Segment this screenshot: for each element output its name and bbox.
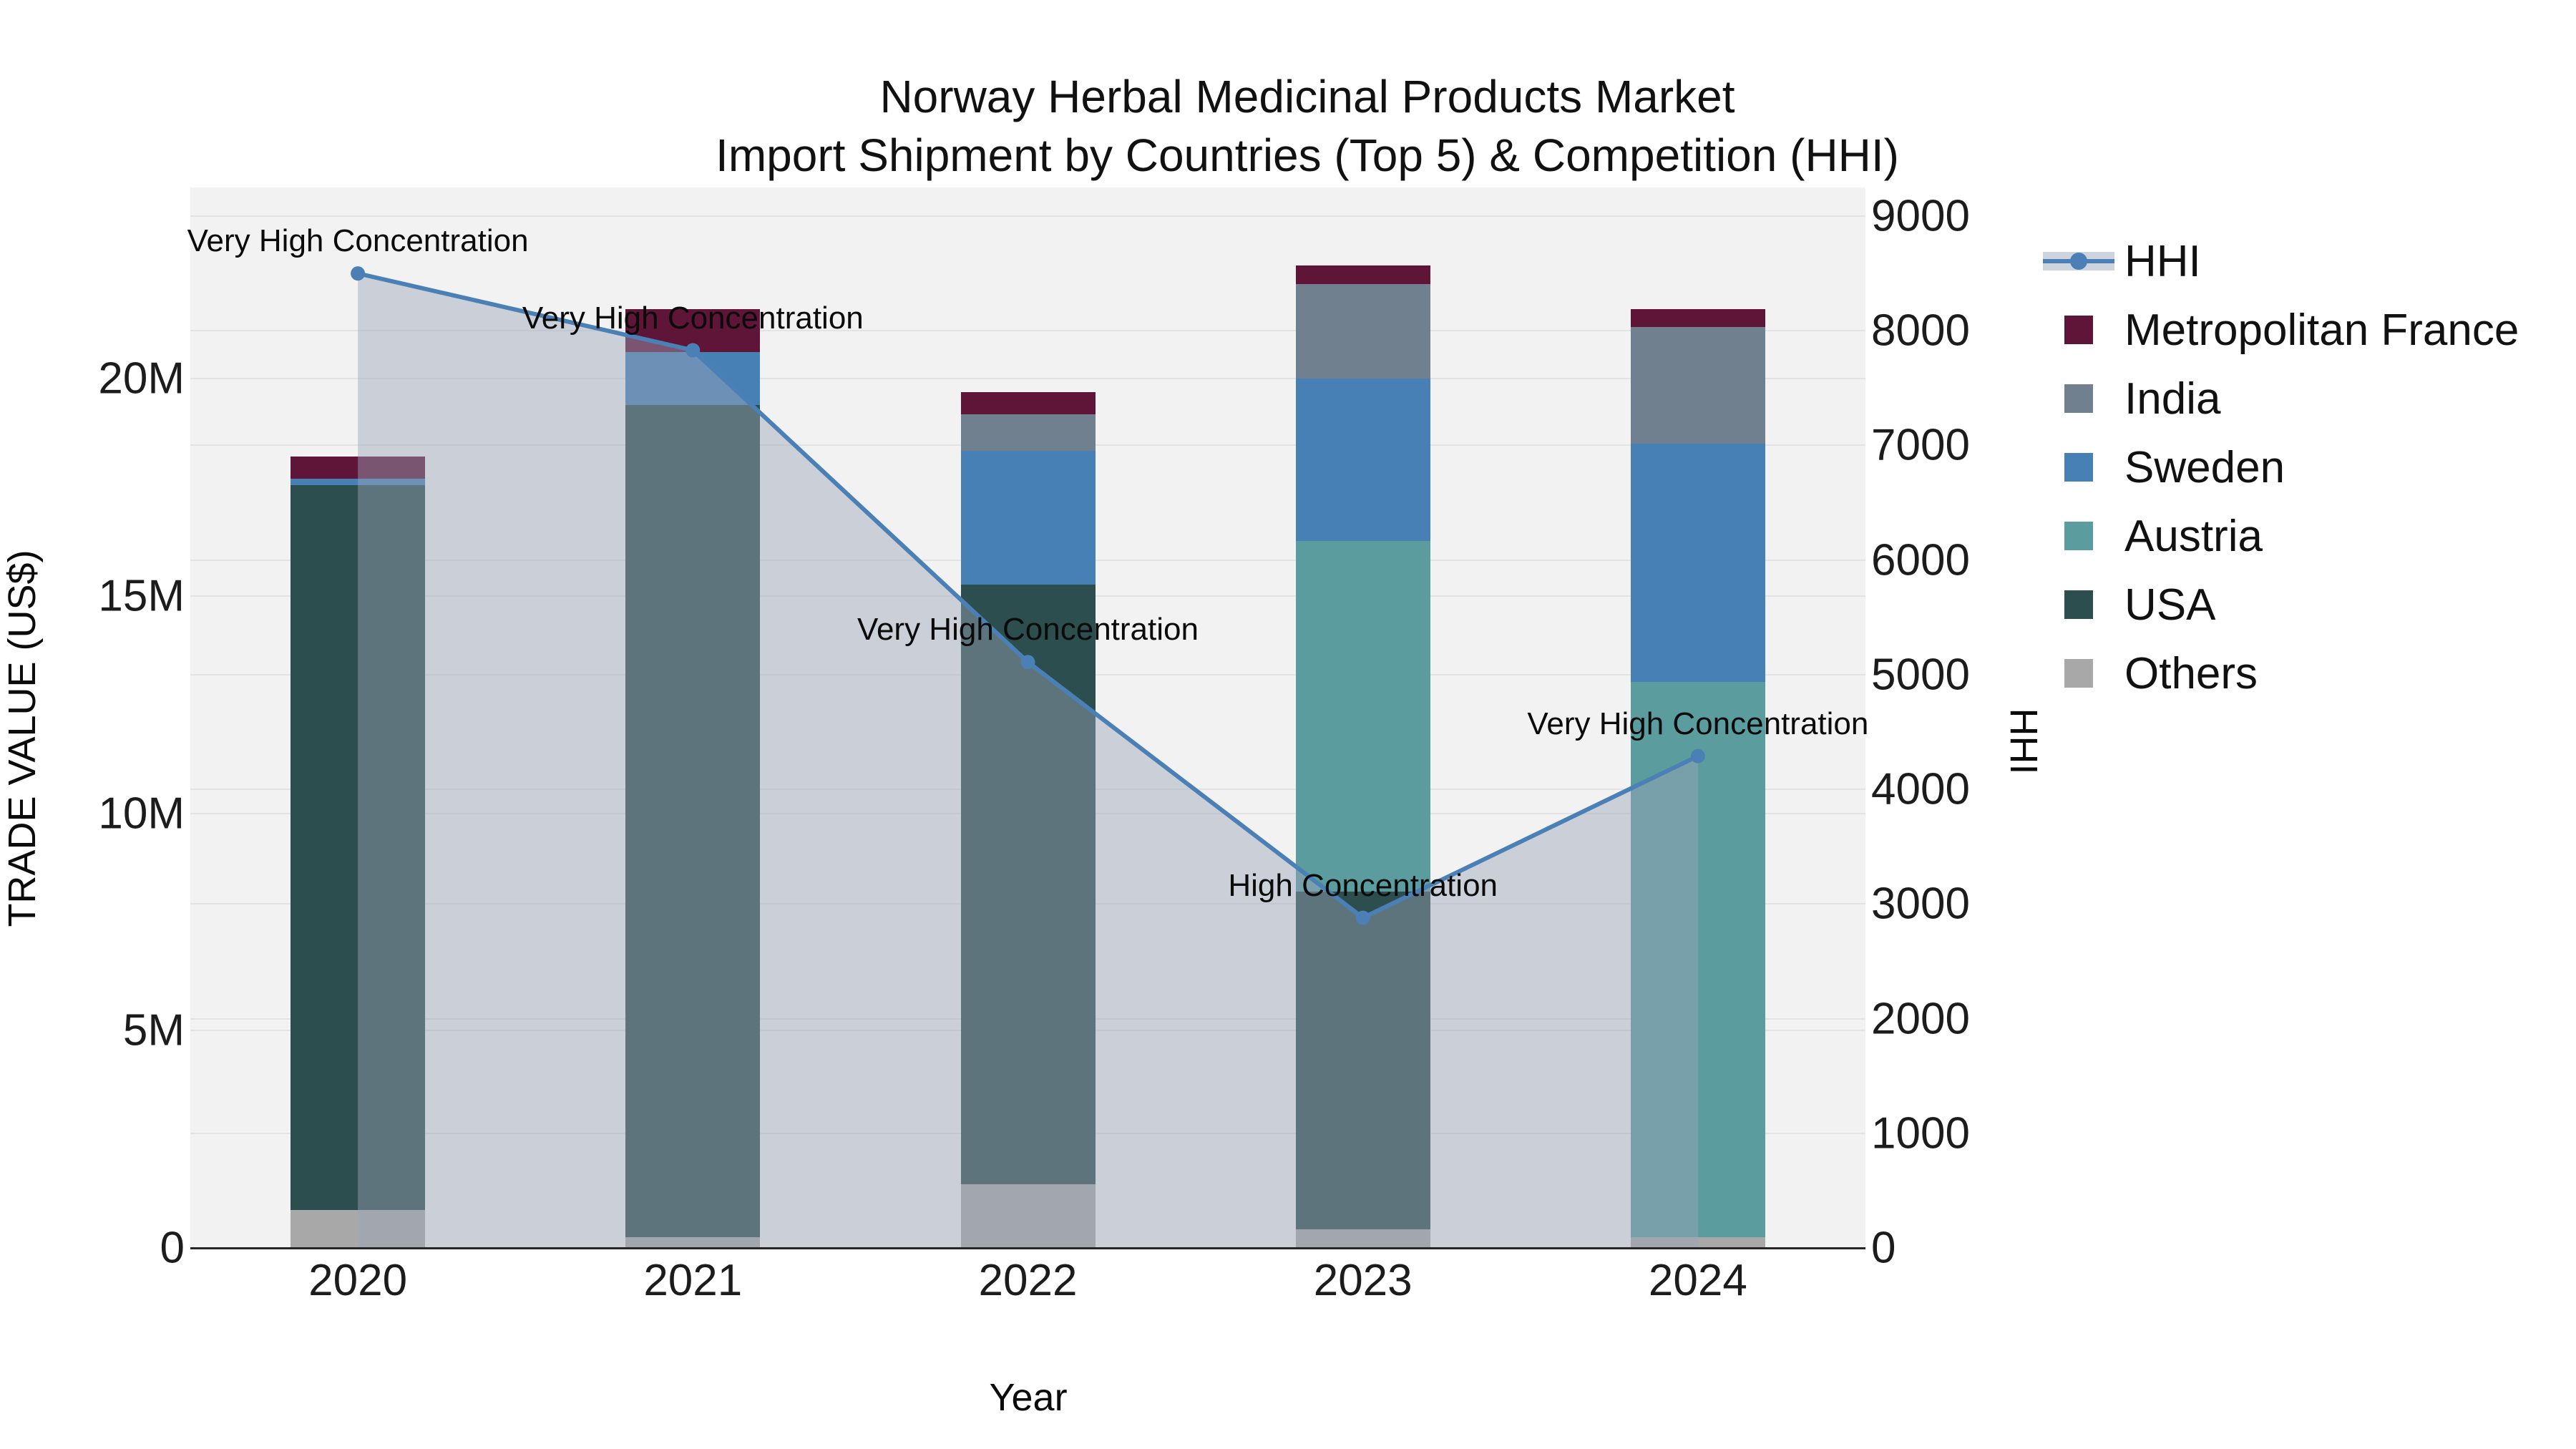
legend-label: Sweden [2124, 442, 2285, 492]
ytick-left-20M: 20M [98, 353, 185, 404]
legend-item-india[interactable] [2043, 364, 2519, 433]
ytick-right-7000: 7000 [1871, 420, 1970, 470]
ytick-right-3000: 3000 [1871, 879, 1970, 929]
legend-square-icon [2043, 659, 2114, 688]
ytick-right-4000: 4000 [1871, 764, 1970, 814]
legend-item-metropolitan-france[interactable] [2043, 296, 2519, 364]
hhi-marker-2020 [351, 266, 365, 280]
annotation-2021: Very High Concentration [522, 300, 864, 336]
color-swatch [2064, 590, 2093, 619]
legend-label: Austria [2124, 511, 2263, 561]
ytick-left-10M: 10M [98, 789, 185, 839]
y-axis-right-title: HHI [2002, 708, 2045, 775]
xtick-2021: 2021 [643, 1256, 743, 1305]
legend-item-usa[interactable] [2043, 570, 2519, 639]
legend-label: Metropolitan France [2124, 305, 2519, 355]
ytick-right-1000: 1000 [1871, 1108, 1970, 1158]
hhi-area-fill [358, 273, 1698, 1248]
hhi-marker-2021 [686, 343, 700, 358]
chart-title-line1: Norway Herbal Medicinal Products Market [879, 71, 1735, 122]
ytick-right-6000: 6000 [1871, 535, 1970, 585]
ytick-left-5M: 5M [122, 1005, 185, 1055]
legend-item-others[interactable] [2043, 639, 2519, 708]
legend-square-icon [2043, 384, 2114, 413]
color-swatch [2064, 453, 2093, 482]
x-axis-title: Year [989, 1376, 1068, 1419]
legend-square-icon [2043, 453, 2114, 482]
hhi-marker-2024 [1691, 749, 1705, 763]
color-swatch [2064, 384, 2093, 413]
legend-square-icon [2043, 316, 2114, 344]
legend-line-marker-icon [2043, 252, 2114, 270]
xtick-2020: 2020 [308, 1256, 408, 1305]
legend-label: India [2124, 374, 2221, 424]
ytick-right-5000: 5000 [1871, 650, 1970, 700]
legend-label: USA [2124, 580, 2216, 630]
ytick-left-0: 0 [160, 1223, 185, 1273]
ytick-left-15M: 15M [98, 571, 185, 621]
annotation-2022: Very High Concentration [857, 612, 1199, 648]
legend-item-sweden[interactable] [2043, 433, 2519, 502]
chart-title-line2: Import Shipment by Countries (Top 5) & Competition (HHI) [716, 130, 1899, 181]
legend-label: Others [2124, 648, 2258, 698]
xtick-2024: 2024 [1648, 1256, 1747, 1305]
color-swatch [2064, 522, 2093, 550]
hhi-marker-2022 [1021, 655, 1035, 669]
xtick-2022: 2022 [978, 1256, 1078, 1305]
hhi-area-swatch [2043, 252, 2114, 270]
color-swatch [2064, 659, 2093, 688]
legend-item-austria[interactable] [2043, 502, 2519, 570]
ytick-right-0: 0 [1871, 1223, 1896, 1273]
annotation-2023: High Concentration [1228, 867, 1498, 903]
x-axis-line [190, 1247, 1865, 1249]
y-axis-left-title: TRADE VALUE (US$) [1, 550, 44, 927]
ytick-right-8000: 8000 [1871, 306, 1970, 356]
annotation-2024: Very High Concentration [1527, 706, 1869, 741]
legend-label: HHI [2124, 236, 2201, 286]
legend-item-hhi[interactable] [2043, 227, 2519, 296]
ytick-right-2000: 2000 [1871, 994, 1970, 1044]
ytick-right-9000: 9000 [1871, 191, 1970, 241]
hhi-dot-swatch [2070, 253, 2087, 270]
legend [2043, 227, 2519, 708]
annotation-2020: Very High Concentration [187, 223, 529, 259]
xtick-2023: 2023 [1313, 1256, 1413, 1305]
hhi-marker-2023 [1356, 911, 1370, 925]
legend-square-icon [2043, 590, 2114, 619]
color-swatch [2064, 316, 2093, 344]
legend-square-icon [2043, 522, 2114, 550]
